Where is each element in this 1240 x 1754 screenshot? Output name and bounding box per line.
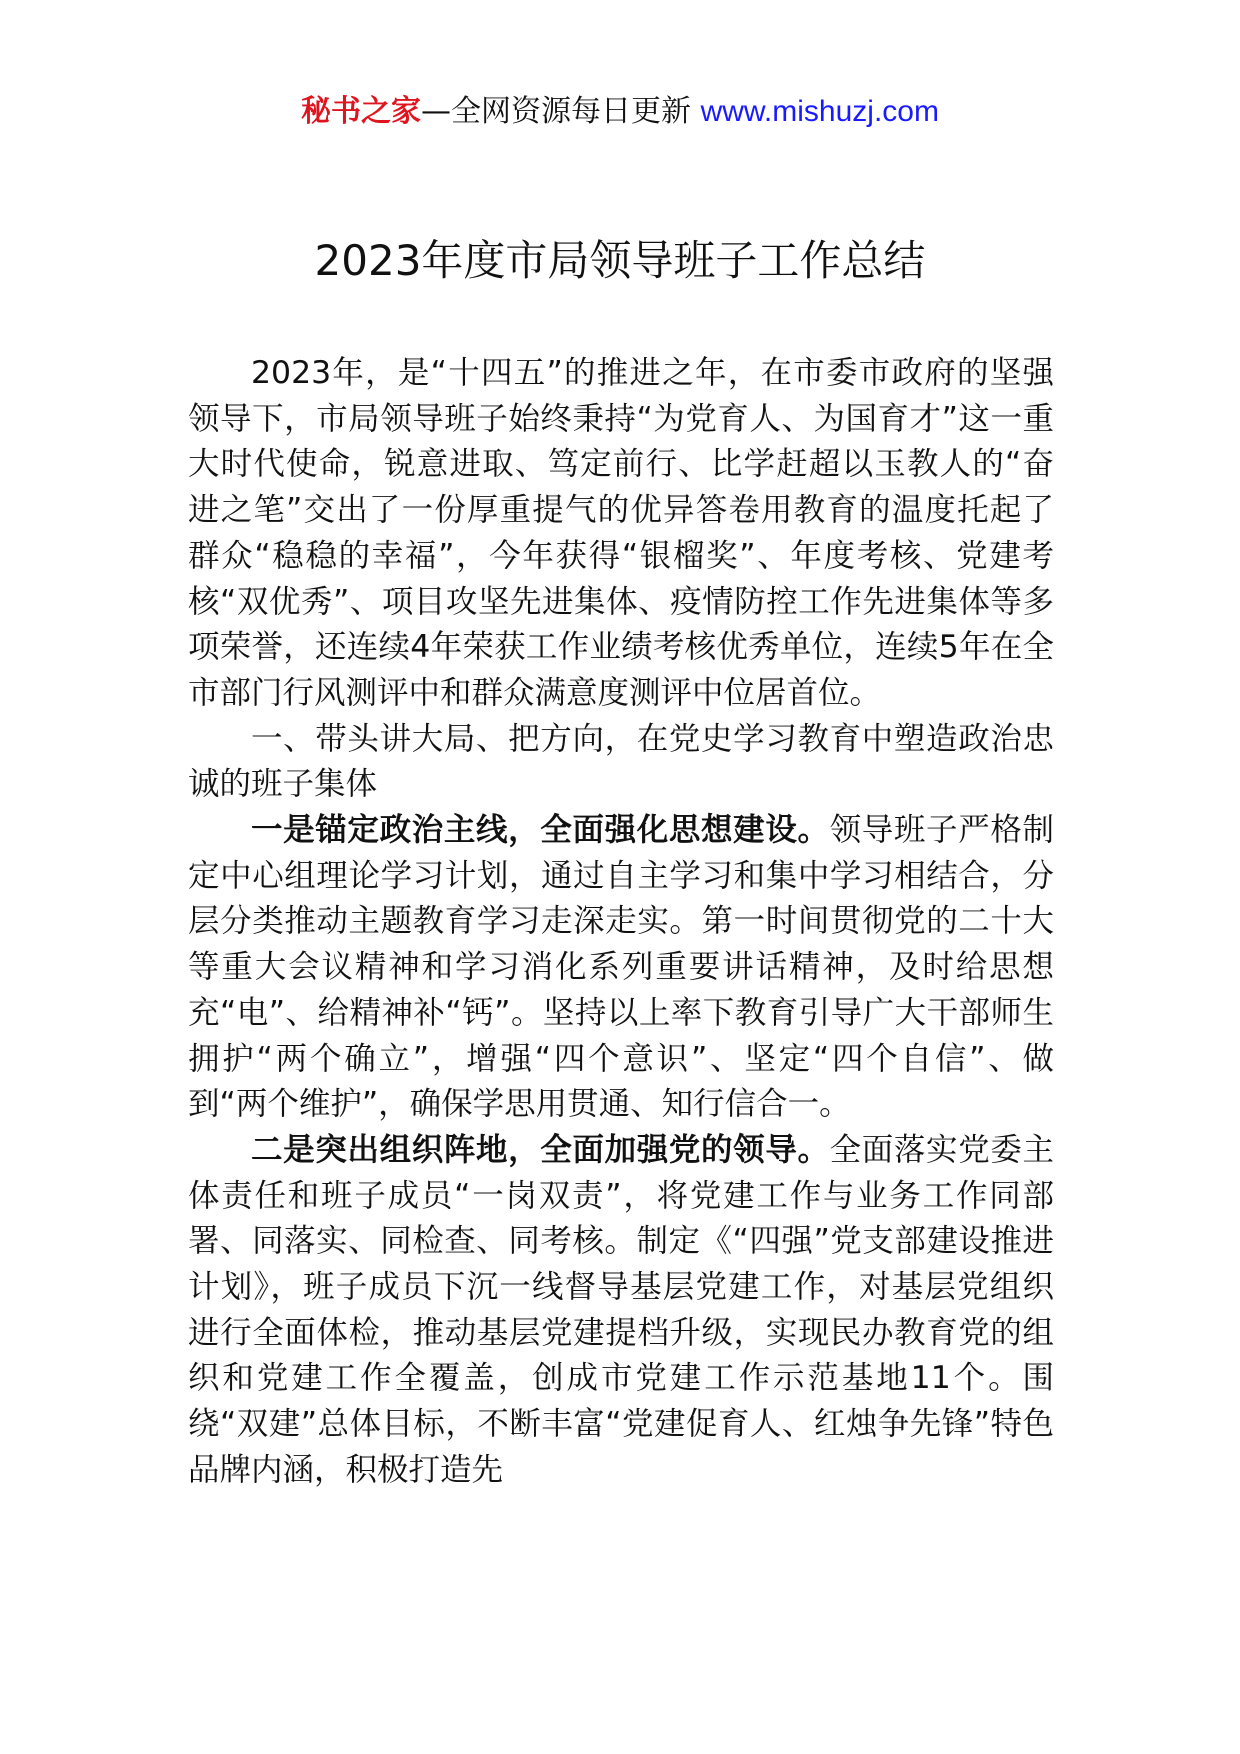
- site-tagline: —全网资源每日更新: [421, 94, 701, 129]
- point-lead-1: 一是锚定政治主线，全面强化思想建设。: [251, 812, 830, 849]
- site-header: [0, 92, 1240, 132]
- intro-paragraph: 2023年，是“十四五”的推进之年，在市委市政府的坚强领导下，市局领导班子始终秉持“为党育人、为国育才”这一重大时代使命，锐意进取、笃定前行、比学赶超以玉教人的“奋进之笔”交出了一份厚重提气的优异答卷用教育的温度托起了群众“稳稳的幸福”，今年获得“银榴奖”、年度考核、党建考核“双优秀”、项目攻坚先进集体、疫情防控工作先进集体等多项荣誉，还连续4年荣获工作业绩考核优秀单位，连续5年在全市部门行风测评中和群众满意度测评中位居首位。: [188, 355, 1054, 711]
- document-body: [188, 351, 1054, 1494]
- point-paragraph-2: [188, 1128, 1054, 1494]
- section-heading: 一、带头讲大局、把方向，在党史学习教育中塑造政治忠诚的班子集体: [188, 720, 1054, 803]
- site-brand: 秘书之家: [301, 94, 422, 129]
- point-text-1: 领导班子严格制定中心组理论学习计划，通过自主学习和集中学习相结合，分层分类推动主题教育学习走深走实。第一时间贯彻党的二十大等重大会议精神和学习消化系列重要讲话精神，及时给思想充“电”、给精神补“钙”。坚持以上率下教育引导广大干部师生拥护“两个确立”，增强“四个意识”、坚定“四个自信”、做到“两个维护”，确保学思用贯通、知行信合一。: [188, 812, 1054, 1123]
- point-text-2: 全面落实党委主体责任和班子成员“一岗双责”，将党建工作与业务工作同部署、同落实、同检查、同考核。制定《“四强”党支部建设推进计划》，班子成员下沉一线督导基层党建工作，对基层党组织进行全面体检，推动基层党建提档升级，实现民办教育党的组织和党建工作全覆盖，创成市党建工作示范基地11个。围绕“双建”总体目标，不断丰富“党建促育人、红烛争先锋”特色品牌内涵，积极打造先: [188, 1131, 1054, 1488]
- document-title: 2023年度市局领导班子工作总结: [314, 236, 926, 285]
- point-paragraph-1: [188, 808, 1054, 1128]
- site-url-link[interactable]: www.mishuzj.com: [700, 95, 939, 128]
- point-lead-2: 二是突出组织阵地，全面加强党的领导。: [251, 1131, 830, 1168]
